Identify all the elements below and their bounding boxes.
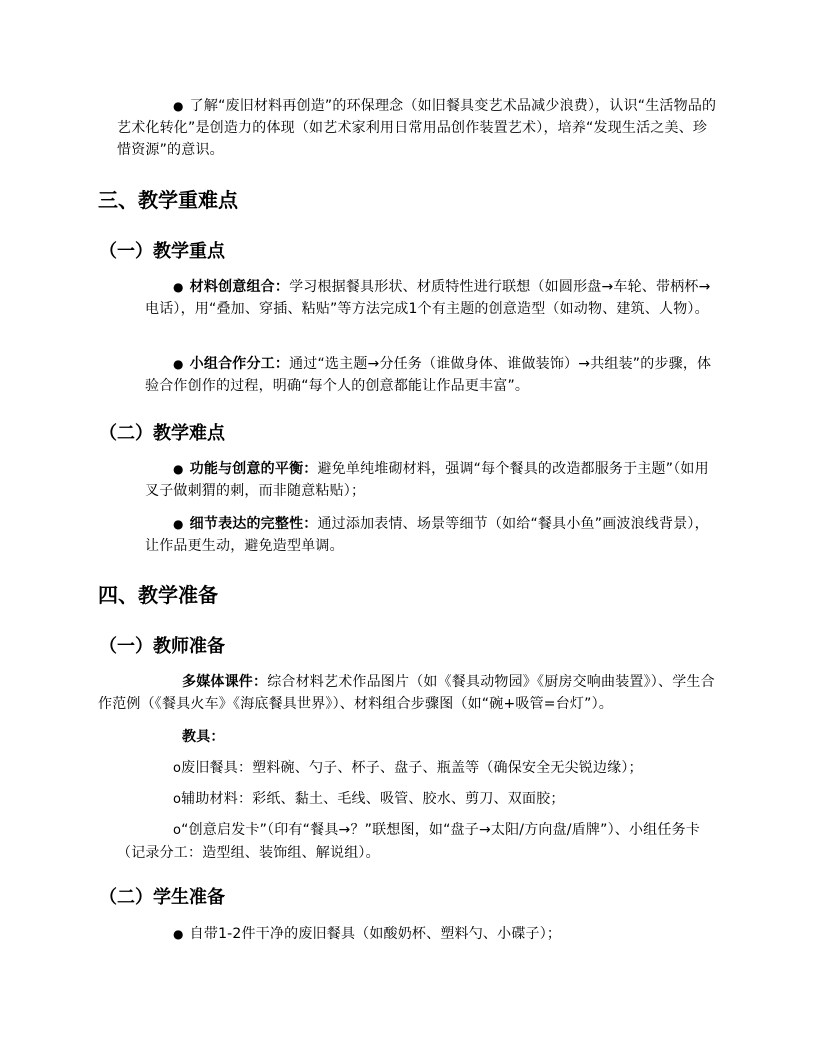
media-text: 综合材料艺术作品图片（如《餐具动物园》《厨房交响曲装置》）、学生合作范例（《餐具火车》《海底餐具世界》）、材料组合步骤图（如“碗+吸管=台灯”）。 (98, 674, 715, 712)
bullet-icon: ● (173, 280, 184, 294)
key-point-1-label: 材料创意组合： (189, 279, 290, 295)
difficulty-1-label: 功能与创意的平衡： (189, 461, 318, 477)
key-point-2-text: 通过“选主题→分任务（谁做身体、谁做装饰）→共组装”的步骤，体验合作创作的过程，明确“每个人的创意都能让作品更丰富”。 (145, 356, 712, 394)
key-point-1 (145, 276, 717, 320)
bullet-icon: ● (173, 517, 184, 531)
tools-item-3 (117, 819, 717, 864)
section-4-sub2-heading: （二）学生准备 (99, 887, 225, 908)
tools-item-1 (173, 757, 717, 780)
tools-item-3-text: “创意启发卡”（印有“餐具→？”联想图，如“盘子→太阳/方向盘/盾牌”）、小组任务卡（记录分工：造型组、装饰组、解说组）。 (117, 822, 700, 861)
section-3-sub2-heading: （二）教学难点 (99, 423, 225, 444)
difficulty-1 (145, 458, 717, 502)
media-paragraph (98, 671, 718, 715)
tools-item-2-text: 辅助材料：彩纸、黏土、毛线、吸管、胶水、剪刀、双面胶； (181, 791, 565, 807)
tools-item-2 (173, 788, 717, 811)
section-3-sub1-heading: （一）教学重点 (99, 241, 225, 262)
key-point-2-label: 小组合作分工： (189, 356, 290, 372)
bullet-icon: ● (173, 99, 184, 113)
section-3-heading: 三、教学重难点 (98, 188, 238, 212)
key-point-2 (145, 353, 717, 397)
tools-label: 教具： (182, 729, 225, 745)
section-4-sub1-heading: （一）教师准备 (99, 636, 225, 657)
bullet-icon: ● (173, 357, 184, 371)
student-item-1 (173, 923, 717, 945)
student-item-1-text: 自带1-2件干净的废旧餐具（如酸奶杯、塑料勺、小碟子）； (189, 926, 562, 942)
section-4-heading: 四、教学准备 (98, 583, 218, 607)
circle-bullet-icon: o (173, 823, 182, 838)
intro-paragraph (117, 95, 717, 161)
difficulty-1-text: 避免单纯堆砌材料，强调“每个餐具的改造都服务于主题”（如用叉子做刺猬的刺，而非随意粘贴）； (145, 461, 709, 499)
difficulty-2-text: 通过添加表情、场景等细节（如给“餐具小鱼”画波浪线背景），让作品更生动，避免造型单调。 (145, 516, 709, 554)
circle-bullet-icon: o (173, 761, 182, 776)
media-label: 多媒体课件： (182, 674, 268, 690)
bullet-icon: ● (173, 462, 184, 476)
circle-bullet-icon: o (173, 792, 182, 807)
tools-item-1-text: 废旧餐具：塑料碗、勺子、杯子、盘子、瓶盖等（确保安全无尖锐边缘）； (181, 760, 643, 776)
difficulty-2-label: 细节表达的完整性： (189, 516, 318, 532)
difficulty-2 (145, 513, 717, 557)
key-point-1-text: 学习根据餐具形状、材质特性进行联想（如圆形盘→车轮、带柄杯→电话），用“叠加、穿插、粘贴”等方法完成1个有主题的创意造型（如动物、建筑、人物）。 (145, 279, 711, 317)
intro-text: 了解“废旧材料再创造”的环保理念（如旧餐具变艺术品减少浪费），认识“生活物品的艺术化转化”是创造力的体现（如艺术家利用日常用品创作装置艺术），培养“发现生活之美、珍惜资源”的意识。 (117, 98, 717, 158)
bullet-icon: ● (173, 927, 184, 941)
tools-label-line (182, 726, 225, 748)
